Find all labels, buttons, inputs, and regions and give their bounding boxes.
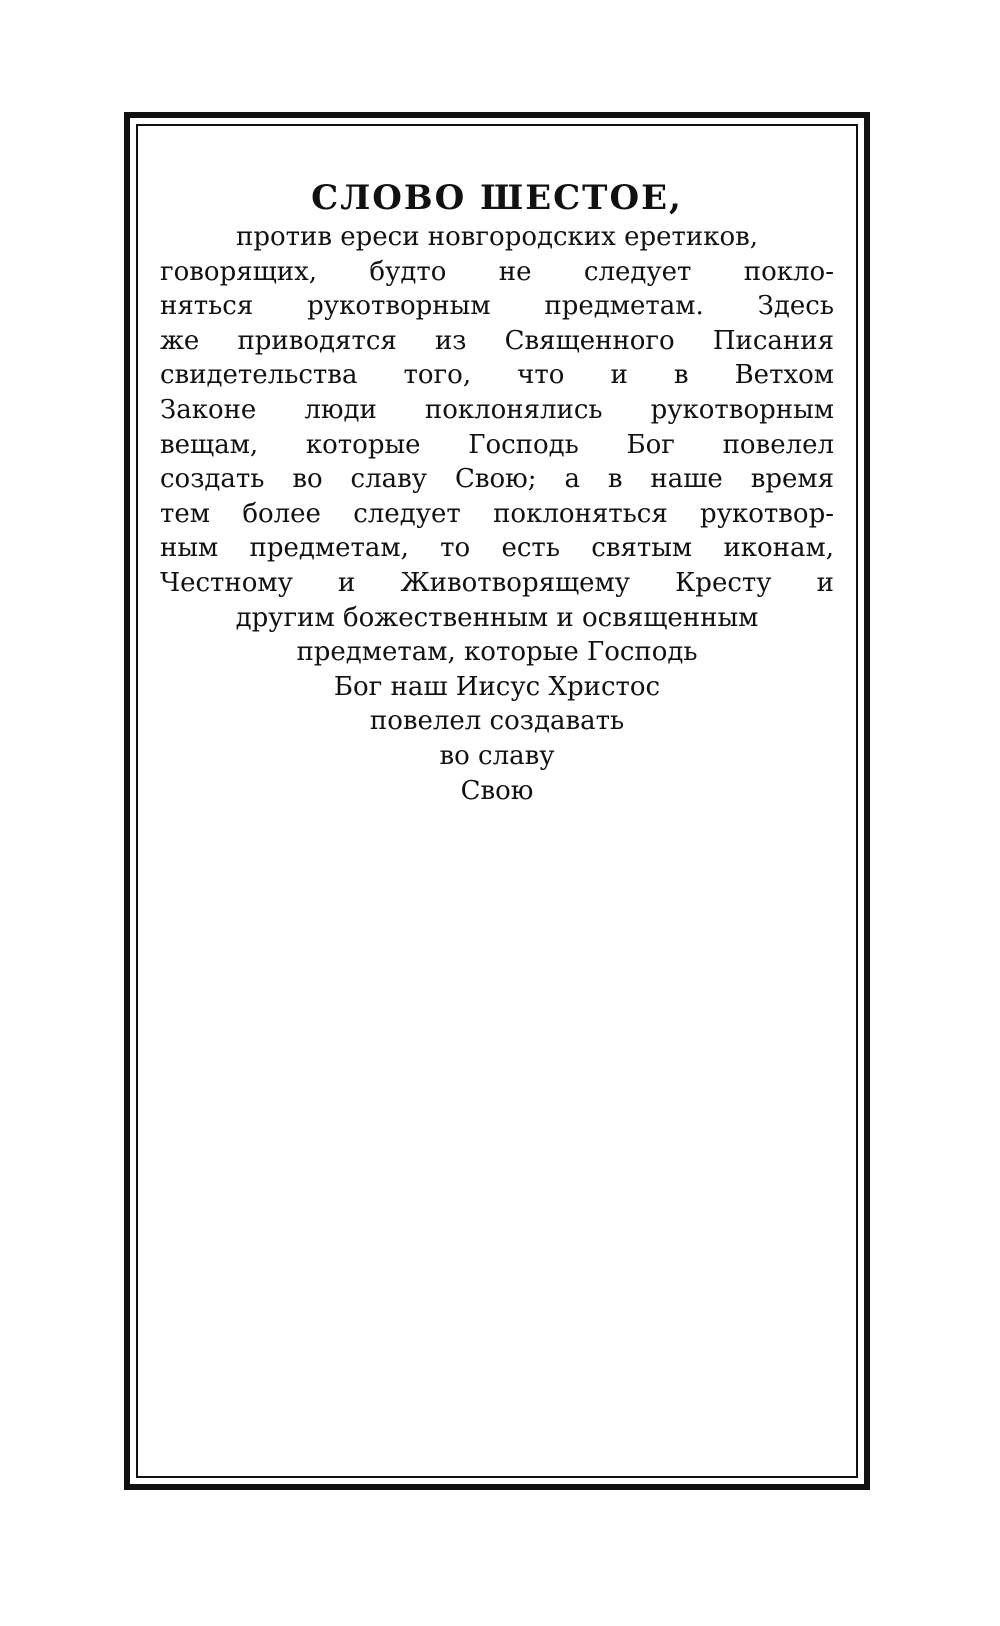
text-line: во славу bbox=[439, 740, 555, 771]
text-line: говорящих, будто не следует покло- bbox=[160, 256, 834, 287]
chapter-title: СЛОВО ШЕСТОЕ, bbox=[311, 178, 683, 218]
text-line: ным предметам, то есть святым иконам, bbox=[160, 533, 834, 564]
text-line: другим божественным и освященным bbox=[235, 602, 759, 633]
text-line: Честному и Животворящему Кресту и bbox=[160, 567, 834, 598]
text-line: против ереси новгородских еретиков, bbox=[235, 222, 759, 252]
text-line: повелел создавать bbox=[369, 706, 625, 737]
text-line: предметам, которые Господь bbox=[296, 637, 698, 668]
text-line: Бог наш Иисус Христос bbox=[333, 671, 661, 702]
text-line: создать во славу Свою; а в наше время bbox=[160, 464, 834, 495]
text-line: тем более следует поклоняться рукотвор- bbox=[160, 498, 834, 529]
text-line: няться рукотворным предметам. Здесь bbox=[160, 291, 834, 322]
page-text-block bbox=[160, 178, 834, 808]
text-line: вещам, которые Господь Бог повелел bbox=[160, 429, 834, 460]
text-line: Законе люди поклонялись рукотворным bbox=[160, 394, 834, 425]
text-line: Свою bbox=[460, 775, 534, 806]
text-line: же приводятся из Священного Писания bbox=[160, 325, 834, 356]
text-line: свидетельства того, что и в Ветхом bbox=[160, 360, 834, 391]
